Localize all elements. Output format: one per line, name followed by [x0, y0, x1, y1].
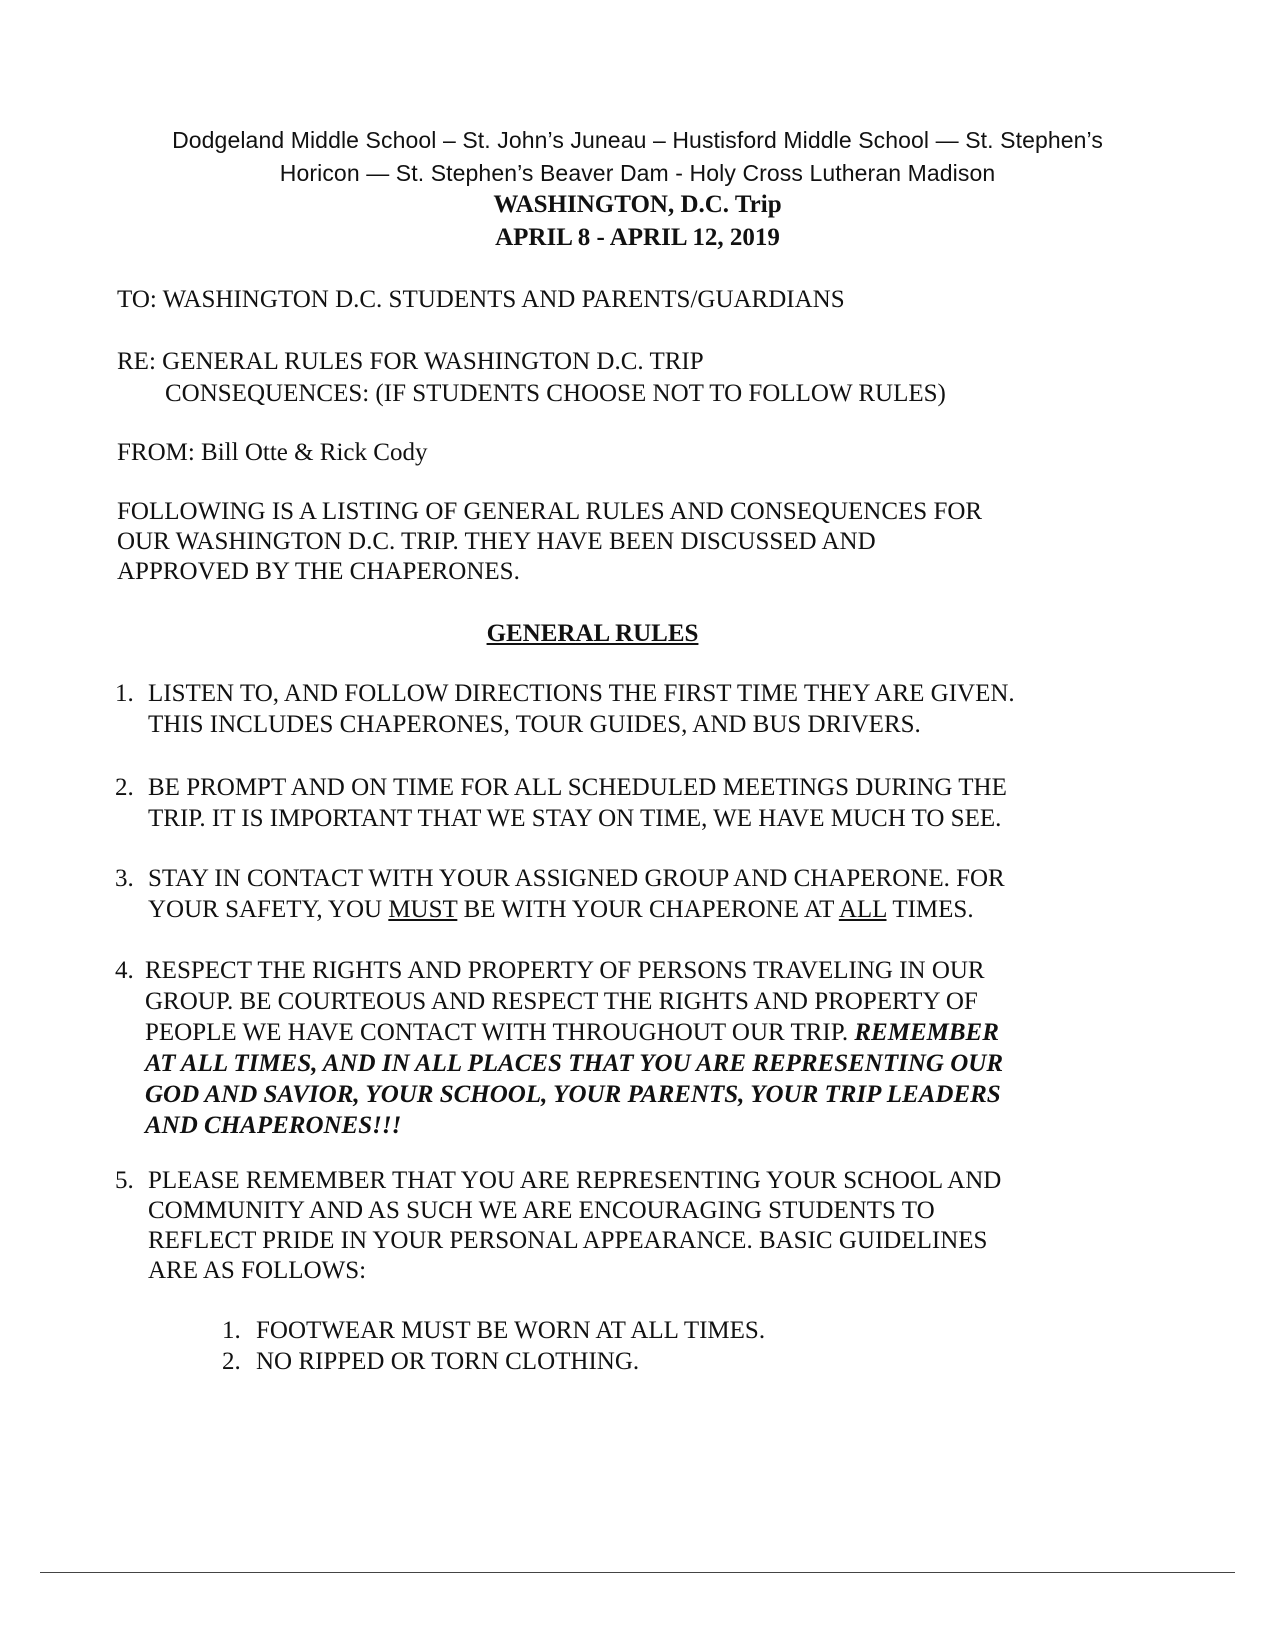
rule-2 — [115, 772, 1135, 834]
memo-to: TO: WASHINGTON D.C. STUDENTS AND PARENTS/GUARDIANS — [117, 286, 845, 313]
memo-intro — [117, 497, 982, 587]
rule-3-text-c: TIMES. — [886, 896, 974, 923]
rule-5-line-2: COMMUNITY AND AS SUCH WE ARE ENCOURAGING STUDENTS TO — [148, 1197, 935, 1224]
guideline-1 — [222, 1315, 765, 1346]
rule-3-text-b: BE WITH YOUR CHAPERONE AT — [457, 896, 839, 923]
rule-4-line-3 — [145, 1017, 1135, 1048]
page-bottom-divider — [40, 1572, 1235, 1573]
rule-1-line-1: LISTEN TO, AND FOLLOW DIRECTIONS THE FIRST TIME THEY ARE GIVEN. — [148, 680, 1015, 707]
memo-re-line-2: CONSEQUENCES: (IF STUDENTS CHOOSE NOT TO FOLLOW RULES) — [165, 380, 946, 407]
rule-3-line-2 — [148, 894, 1135, 925]
rule-1 — [115, 678, 1135, 740]
must-emphasis: MUST — [388, 896, 458, 923]
trip-title: WASHINGTON, D.C. Trip — [493, 191, 782, 218]
intro-line-3: APPROVED BY THE CHAPERONES. — [117, 558, 520, 585]
guideline-number: 2. — [222, 1348, 241, 1375]
guideline-text: NO RIPPED OR TORN CLOTHING. — [256, 1348, 640, 1375]
rule-3 — [115, 863, 1135, 925]
rule-4-line-4: AT ALL TIMES, AND IN ALL PLACES THAT YOU ARE REPRESENTING OUR — [145, 1050, 1004, 1077]
rule-number: 1. — [115, 680, 134, 707]
rule-4-line-5: GOD AND SAVIOR, YOUR SCHOOL, YOUR PARENTS, YOUR TRIP LEADERS — [145, 1081, 1001, 1108]
rule-number: 3. — [115, 865, 134, 892]
rule-2-line-2: TRIP. IT IS IMPORTANT THAT WE STAY ON TIME, WE HAVE MUCH TO SEE. — [148, 805, 1002, 832]
rule-3-text-a: YOUR SAFETY, YOU — [148, 896, 389, 923]
rule-3-line-1: STAY IN CONTACT WITH YOUR ASSIGNED GROUP AND CHAPERONE. FOR — [148, 865, 1005, 892]
rule-2-line-1: BE PROMPT AND ON TIME FOR ALL SCHEDULED MEETINGS DURING THE — [148, 774, 1007, 801]
rule-4-line-6: AND CHAPERONES!!! — [145, 1112, 402, 1139]
rule-4-line-2: GROUP. BE COURTEOUS AND RESPECT THE RIGHTS AND PROPERTY OF — [145, 988, 978, 1015]
trip-dates: APRIL 8 - APRIL 12, 2019 — [495, 224, 780, 251]
intro-line-1: FOLLOWING IS A LISTING OF GENERAL RULES AND CONSEQUENCES FOR — [117, 498, 983, 525]
rule-4-line-1: RESPECT THE RIGHTS AND PROPERTY OF PERSONS TRAVELING IN OUR — [145, 957, 985, 984]
rule-5-line-3: REFLECT PRIDE IN YOUR PERSONAL APPEARANCE. BASIC GUIDELINES — [148, 1227, 988, 1254]
memo-re-line-1: RE: GENERAL RULES FOR WASHINGTON D.C. TRIP — [117, 348, 704, 375]
rule-4-text-plain: PEOPLE WE HAVE CONTACT WITH THROUGHOUT OUR TRIP. — [145, 1019, 855, 1046]
schools-line-1: Dodgeland Middle School – St. John’s Juneau – Hustisford Middle School — St. Stephen’s — [172, 127, 1103, 153]
schools-line-2: Horicon — St. Stephen’s Beaver Dam - Holy Cross Lutheran Madison — [279, 160, 996, 186]
rule-5-line-1: PLEASE REMEMBER THAT YOU ARE REPRESENTING YOUR SCHOOL AND — [148, 1167, 1002, 1194]
intro-line-2: OUR WASHINGTON D.C. TRIP. THEY HAVE BEEN DISCUSSED AND — [117, 528, 876, 555]
guideline-text: FOOTWEAR MUST BE WORN AT ALL TIMES. — [256, 1317, 766, 1344]
memo-from: FROM: Bill Otte & Rick Cody — [117, 439, 428, 466]
all-emphasis: ALL — [838, 896, 887, 923]
rule-5 — [115, 1166, 1135, 1286]
rule-number: 5. — [115, 1167, 134, 1194]
memo-re — [117, 346, 946, 410]
general-rules-heading: GENERAL RULES — [486, 620, 699, 647]
rule-number: 4. — [115, 957, 134, 984]
rule-4 — [115, 955, 1135, 1141]
rule-5-line-4: ARE AS FOLLOWS: — [148, 1257, 367, 1284]
rule-1-line-2: THIS INCLUDES CHAPERONES, TOUR GUIDES, AND BUS DRIVERS. — [148, 711, 921, 738]
guideline-number: 1. — [222, 1317, 241, 1344]
rule-4-text-emphasis: REMEMBER — [854, 1019, 999, 1046]
guideline-2 — [222, 1346, 639, 1377]
rule-number: 2. — [115, 774, 134, 801]
